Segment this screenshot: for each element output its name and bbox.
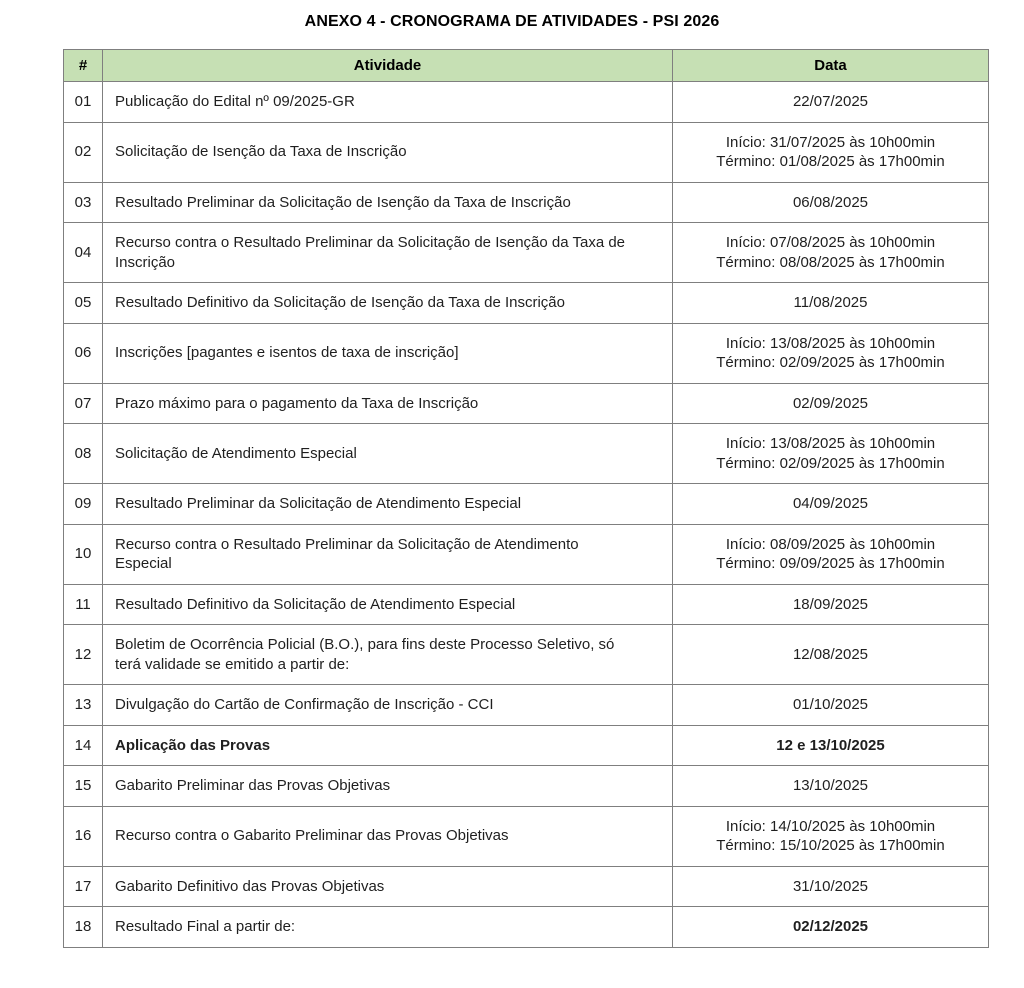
table-row (64, 766, 989, 807)
date-cell (673, 484, 989, 525)
date-line: Início: 08/09/2025 às 10h00min (725, 535, 936, 553)
activity-cell: Recurso contra o Resultado Preliminar da Solicitação de Isenção da Taxa de Inscrição (103, 223, 673, 283)
date-line: Início: 07/08/2025 às 10h00min (725, 234, 936, 251)
activity-cell: Inscrições [pagantes e isentos de taxa de inscrição] (103, 323, 673, 383)
activity-cell: Resultado Preliminar da Solicitação de Atendimento Especial (103, 484, 673, 525)
date-line: 22/07/2025 (792, 93, 869, 110)
table-row (64, 907, 989, 948)
table-row (64, 122, 989, 182)
table-row (64, 725, 989, 766)
date-line: 02/12/2025 (792, 918, 869, 935)
table-row (64, 283, 989, 324)
activity-cell: Resultado Definitivo da Solicitação de Atendimento Especial (103, 584, 673, 625)
row-number-cell: 08 (64, 424, 103, 484)
table-row (64, 584, 989, 625)
table-body (64, 82, 989, 948)
date-line: Término: 15/10/2025 às 17h00min (716, 837, 945, 854)
row-number-cell: 12 (64, 625, 103, 685)
row-number-cell: 18 (64, 907, 103, 948)
date-cell (673, 524, 989, 584)
date-cell (673, 584, 989, 625)
activity-cell: Resultado Definitivo da Solicitação de Isenção da Taxa de Inscrição (103, 283, 673, 324)
row-number-cell: 04 (64, 223, 103, 283)
table-row (64, 625, 989, 685)
table-row (64, 866, 989, 907)
date-line: Início: 13/08/2025 às 10h00min (725, 435, 936, 452)
date-line: 12/08/2025 (792, 645, 869, 663)
activity-cell: Boletim de Ocorrência Policial (B.O.), para fins deste Processo Seletivo, só terá validade se emitido a partir de: (103, 625, 673, 685)
row-number-cell: 16 (64, 806, 103, 866)
header-date: Data (673, 50, 989, 82)
date-line: 02/09/2025 (792, 394, 869, 412)
date-line: Início: 14/10/2025 às 10h00min (725, 817, 936, 835)
date-cell (673, 725, 989, 766)
date-cell (673, 907, 989, 948)
date-cell (673, 383, 989, 424)
row-number-cell: 09 (64, 484, 103, 525)
header-activity: Atividade (103, 50, 673, 82)
date-line: 18/09/2025 (792, 595, 869, 613)
activity-cell: Recurso contra o Resultado Preliminar da Solicitação de Atendimento Especial (103, 524, 673, 584)
date-line: Início: 31/07/2025 às 10h00min (725, 133, 936, 151)
activity-cell: Recurso contra o Gabarito Preliminar das Provas Objetivas (103, 806, 673, 866)
activity-cell: Gabarito Definitivo das Provas Objetivas (103, 866, 673, 907)
date-cell (673, 766, 989, 807)
activity-cell: Gabarito Preliminar das Provas Objetivas (103, 766, 673, 807)
date-line: Início: 13/08/2025 às 10h00min (725, 334, 936, 352)
table-row (64, 424, 989, 484)
table-row (64, 223, 989, 283)
activity-cell: Publicação do Edital nº 09/2025-GR (103, 82, 673, 123)
date-line: 31/10/2025 (792, 877, 869, 895)
table-row (64, 182, 989, 223)
date-cell (673, 866, 989, 907)
schedule-table (63, 49, 989, 948)
date-line: Término: 08/08/2025 às 17h00min (716, 253, 945, 271)
date-cell (673, 283, 989, 324)
row-number-cell: 17 (64, 866, 103, 907)
row-number-cell: 03 (64, 182, 103, 223)
date-cell (673, 82, 989, 123)
activity-cell: Solicitação de Atendimento Especial (103, 424, 673, 484)
document-title: ANEXO 4 - CRONOGRAMA DE ATIVIDADES - PSI 2026 (304, 13, 720, 30)
date-line: 04/09/2025 (792, 495, 869, 512)
table-row (64, 524, 989, 584)
table-row (64, 383, 989, 424)
date-line: 01/10/2025 (792, 696, 869, 713)
header-number: # (64, 50, 103, 82)
table-row (64, 806, 989, 866)
row-number-cell: 13 (64, 685, 103, 726)
date-line: 12 e 13/10/2025 (776, 736, 885, 754)
date-cell (673, 424, 989, 484)
date-line: 11/08/2025 (793, 294, 868, 311)
row-number-cell: 06 (64, 323, 103, 383)
date-line: Término: 02/09/2025 às 17h00min (716, 354, 945, 371)
activity-cell: Resultado Final a partir de: (103, 907, 673, 948)
date-cell (673, 806, 989, 866)
row-number-cell: 15 (64, 766, 103, 807)
table-row (64, 685, 989, 726)
activity-cell: Divulgação do Cartão de Confirmação de Inscrição - CCI (103, 685, 673, 726)
date-cell (673, 182, 989, 223)
date-cell (673, 625, 989, 685)
date-cell (673, 685, 989, 726)
table-row (64, 82, 989, 123)
date-cell (673, 223, 989, 283)
row-number-cell: 11 (64, 584, 103, 625)
table-row (64, 323, 989, 383)
row-number-cell: 10 (64, 524, 103, 584)
activity-cell: Solicitação de Isenção da Taxa de Inscrição (103, 122, 673, 182)
date-cell (673, 323, 989, 383)
document-page (0, 13, 1024, 948)
header-row (64, 50, 989, 82)
date-line: Término: 02/09/2025 às 17h00min (716, 454, 945, 472)
row-number-cell: 05 (64, 283, 103, 324)
row-number-cell: 14 (64, 725, 103, 766)
date-line: 06/08/2025 (792, 193, 869, 211)
row-number-cell: 02 (64, 122, 103, 182)
date-line: Término: 09/09/2025 às 17h00min (716, 555, 945, 572)
table-row (64, 484, 989, 525)
row-number-cell: 01 (64, 82, 103, 123)
date-cell (673, 122, 989, 182)
row-number-cell: 07 (64, 383, 103, 424)
activity-cell: Resultado Preliminar da Solicitação de Isenção da Taxa de Inscrição (103, 182, 673, 223)
date-line: 13/10/2025 (792, 777, 869, 794)
activity-cell: Aplicação das Provas (103, 725, 673, 766)
activity-cell: Prazo máximo para o pagamento da Taxa de Inscrição (103, 383, 673, 424)
date-line: Término: 01/08/2025 às 17h00min (716, 153, 945, 170)
